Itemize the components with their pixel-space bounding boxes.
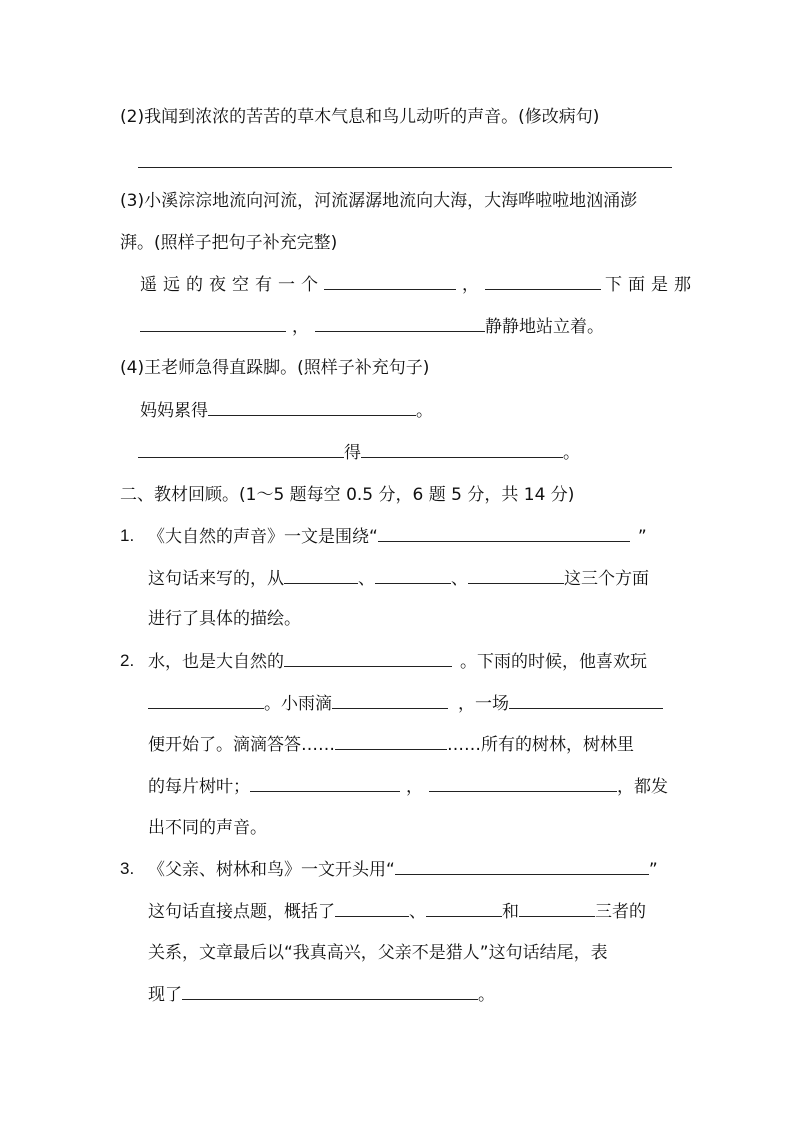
q3-blank-1[interactable]	[324, 273, 456, 290]
item1-sep-2: 、	[451, 569, 468, 589]
q4-de: 得	[344, 443, 361, 463]
item2-l3b: ……所有的树林，树林里	[447, 735, 634, 755]
item-3-line4	[148, 983, 495, 1006]
q3-blank-3[interactable]	[140, 315, 286, 332]
item1-blank-3[interactable]	[375, 567, 451, 584]
q3-blank-2[interactable]	[485, 273, 601, 290]
item1-l1a: 《大自然的声音》一文是围绕“	[148, 527, 378, 547]
section-2-heading: 二、教材回顾。(1～5 题每空 0.5 分，6 题 5 分，共 14 分)	[120, 485, 575, 505]
item2-l4a: 的每片树叶；	[148, 777, 250, 797]
q3-comma-2: ，	[292, 317, 309, 337]
q3-prefix: 遥远的夜空有一个	[140, 275, 324, 295]
item1-sep-1: 、	[358, 569, 375, 589]
question-4-line2	[140, 399, 433, 422]
item2-blank-6[interactable]	[250, 775, 400, 792]
q4-blank-2[interactable]	[138, 441, 344, 458]
item1-l2a: 这句话来写的，从	[148, 569, 284, 589]
item3-he: 和	[502, 902, 519, 922]
item2-l2a: 。小雨滴	[264, 694, 332, 714]
question-3-example-line-b	[140, 315, 604, 338]
item3-sep: 、	[409, 902, 426, 922]
item1-blank-1[interactable]	[378, 525, 630, 542]
item2-l4b: ，	[406, 777, 423, 797]
item2-blank-4[interactable]	[509, 692, 663, 709]
answer-line-q2[interactable]	[138, 167, 672, 168]
item3-blank-2[interactable]	[335, 900, 409, 917]
item3-l2a: 这句话直接点题，概括了	[148, 902, 335, 922]
item-2-line1	[148, 650, 647, 673]
q4-period-2: 。	[563, 443, 580, 463]
item2-blank-2[interactable]	[148, 692, 264, 709]
item-1-number: 1.	[120, 526, 135, 545]
item3-l4b: 。	[478, 985, 495, 1005]
q4-blank-1[interactable]	[208, 399, 416, 416]
item-3-number: 3.	[120, 859, 135, 878]
item2-blank-1[interactable]	[284, 650, 452, 667]
item3-l4a: 现了	[148, 985, 182, 1005]
item2-l1b: 。下雨的时候，他喜欢玩	[460, 652, 647, 672]
item3-l1a: 《父亲、树林和鸟》一文开头用“	[148, 860, 395, 880]
item-3-line3: 关系，文章最后以“我真高兴，父亲不是猎人”这句话结尾，表	[148, 943, 608, 963]
q3-comma: ，	[462, 275, 479, 295]
item-1-line1	[148, 525, 647, 548]
question-3-line1: (3)小溪淙淙地流向河流，河流潺潺地流向大海，大海哗啦啦地汹涌澎	[120, 191, 638, 211]
item2-blank-7[interactable]	[429, 775, 617, 792]
item1-l1b: ”	[637, 527, 647, 547]
q4-prefix: 妈妈累得	[140, 401, 208, 421]
item2-l2b: ，一场	[458, 694, 509, 714]
item2-l1a: 水，也是大自然的	[148, 652, 284, 672]
item-2-line2	[148, 692, 663, 715]
item2-blank-3[interactable]	[332, 692, 448, 709]
item2-l4c: ，都发	[617, 777, 668, 797]
q3-middle: 下面是那	[605, 275, 697, 295]
q3-blank-4[interactable]	[315, 315, 485, 332]
item1-l2b: 这三个方面	[564, 569, 649, 589]
question-3-example-line-a	[140, 273, 697, 296]
item3-l1b: ”	[648, 860, 658, 880]
item1-blank-2[interactable]	[284, 567, 358, 584]
q4-period: 。	[416, 401, 433, 421]
item-2-line4	[148, 775, 668, 798]
item3-blank-5[interactable]	[182, 983, 478, 1000]
item1-blank-4[interactable]	[468, 567, 564, 584]
q3-tail: 静静地站立着。	[485, 317, 604, 337]
item-1-line3: 进行了具体的描绘。	[148, 609, 301, 629]
question-2-text: (2)我闻到浓浓的苦苦的草木气息和鸟儿动听的声音。(修改病句)	[120, 107, 600, 127]
item2-l3a: 便开始了。滴滴答答……	[148, 735, 335, 755]
q4-blank-3[interactable]	[361, 441, 563, 458]
item-2-line5: 出不同的声音。	[148, 818, 267, 838]
item3-l2b: 三者的	[595, 902, 646, 922]
item-3-line1	[148, 858, 658, 881]
item3-blank-1[interactable]	[395, 858, 649, 875]
item3-blank-3[interactable]	[426, 900, 502, 917]
question-3-line2: 湃。(照样子把句子补充完整)	[120, 233, 338, 253]
question-4-line3	[138, 441, 580, 464]
item-2-line3	[148, 733, 634, 756]
question-4-line1: (4)王老师急得直跺脚。(照样子补充句子)	[120, 358, 430, 378]
item3-blank-4[interactable]	[519, 900, 595, 917]
item-1-line2	[148, 567, 649, 590]
item-3-line2	[148, 900, 646, 923]
item2-blank-5[interactable]	[335, 733, 447, 750]
item-2-number: 2.	[120, 651, 135, 670]
